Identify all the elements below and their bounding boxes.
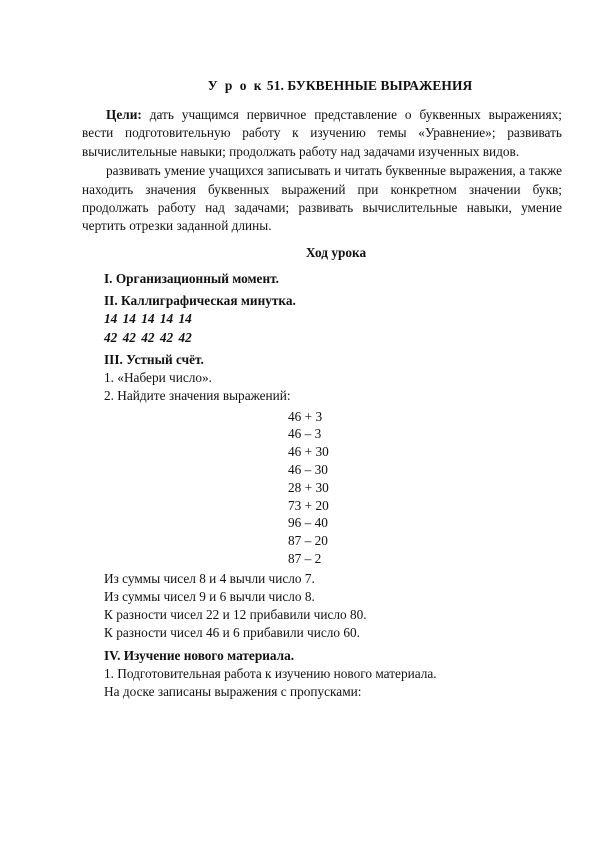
calligraphy-row-1: 14 14 14 14 14 [104,311,192,327]
expression: 28 + 30 [288,479,329,495]
mental-math-item-1: 1. «Набери число». [104,370,212,386]
lesson-word: У р о к [207,78,264,93]
calligraphy-row-2: 42 42 42 42 42 [104,329,192,345]
goals-paragraph [82,106,562,161]
lesson-title-rest: 51. БУКВЕННЫЕ ВЫРАЖЕНИЯ [266,78,473,93]
new-material-item-1: 1. Подготовительная работа к изучению нового материала. [104,665,437,681]
lesson-flow-heading: Ход урока [305,244,367,260]
new-material-item-2: На доске записаны выражения с пропусками: [104,684,362,700]
mental-math-item-2: 2. Найдите значения выражений: [104,388,291,404]
task-line: К разности чисел 46 и 6 прибавили число 60. [104,625,360,641]
expression: 46 + 3 [288,408,323,424]
goals-paragraph-2: развивать умение учащихся записывать и читать буквенные выражения, а также находить значения буквенных выражений при конкретном значении букв; продолжать работу над задачами; развивать вычислительные навыки, умение чертить отрезки заданной длины. [82,163,562,234]
section-calligraphy-heading: II. Каллиграфическая минутка. [104,293,296,309]
expression: 87 – 2 [288,551,322,567]
expression: 46 + 30 [288,444,329,460]
expression: 96 – 40 [288,515,328,531]
goals-text: дать учащимся первичное представление о буквенных выражениях; вести подготовительную работу к изучению темы «Уравнение»; развивать вычислительные навыки; продолжать работу над задачами изученных видов. [82,107,562,159]
task-line: Из суммы чисел 8 и 4 вычли число 7. [104,570,315,586]
section-organizational: I. Организационный момент. [104,270,279,286]
document-content [82,78,562,701]
section-mental-math-heading: III. Устный счёт. [104,352,204,368]
expression: 46 – 30 [288,462,328,478]
goals-label: Цели: [106,107,142,122]
expression: 46 – 3 [288,426,322,442]
lesson-title [104,78,562,94]
expression: 73 + 20 [288,497,329,513]
section-new-material-heading: IV. Изучение нового материала. [104,647,295,663]
task-line: К разности чисел 22 и 12 прибавили число 80. [104,607,367,623]
expression: 87 – 20 [288,533,328,549]
task-line: Из суммы чисел 9 и 6 вычли число 8. [104,589,315,605]
expression-list [104,408,562,568]
